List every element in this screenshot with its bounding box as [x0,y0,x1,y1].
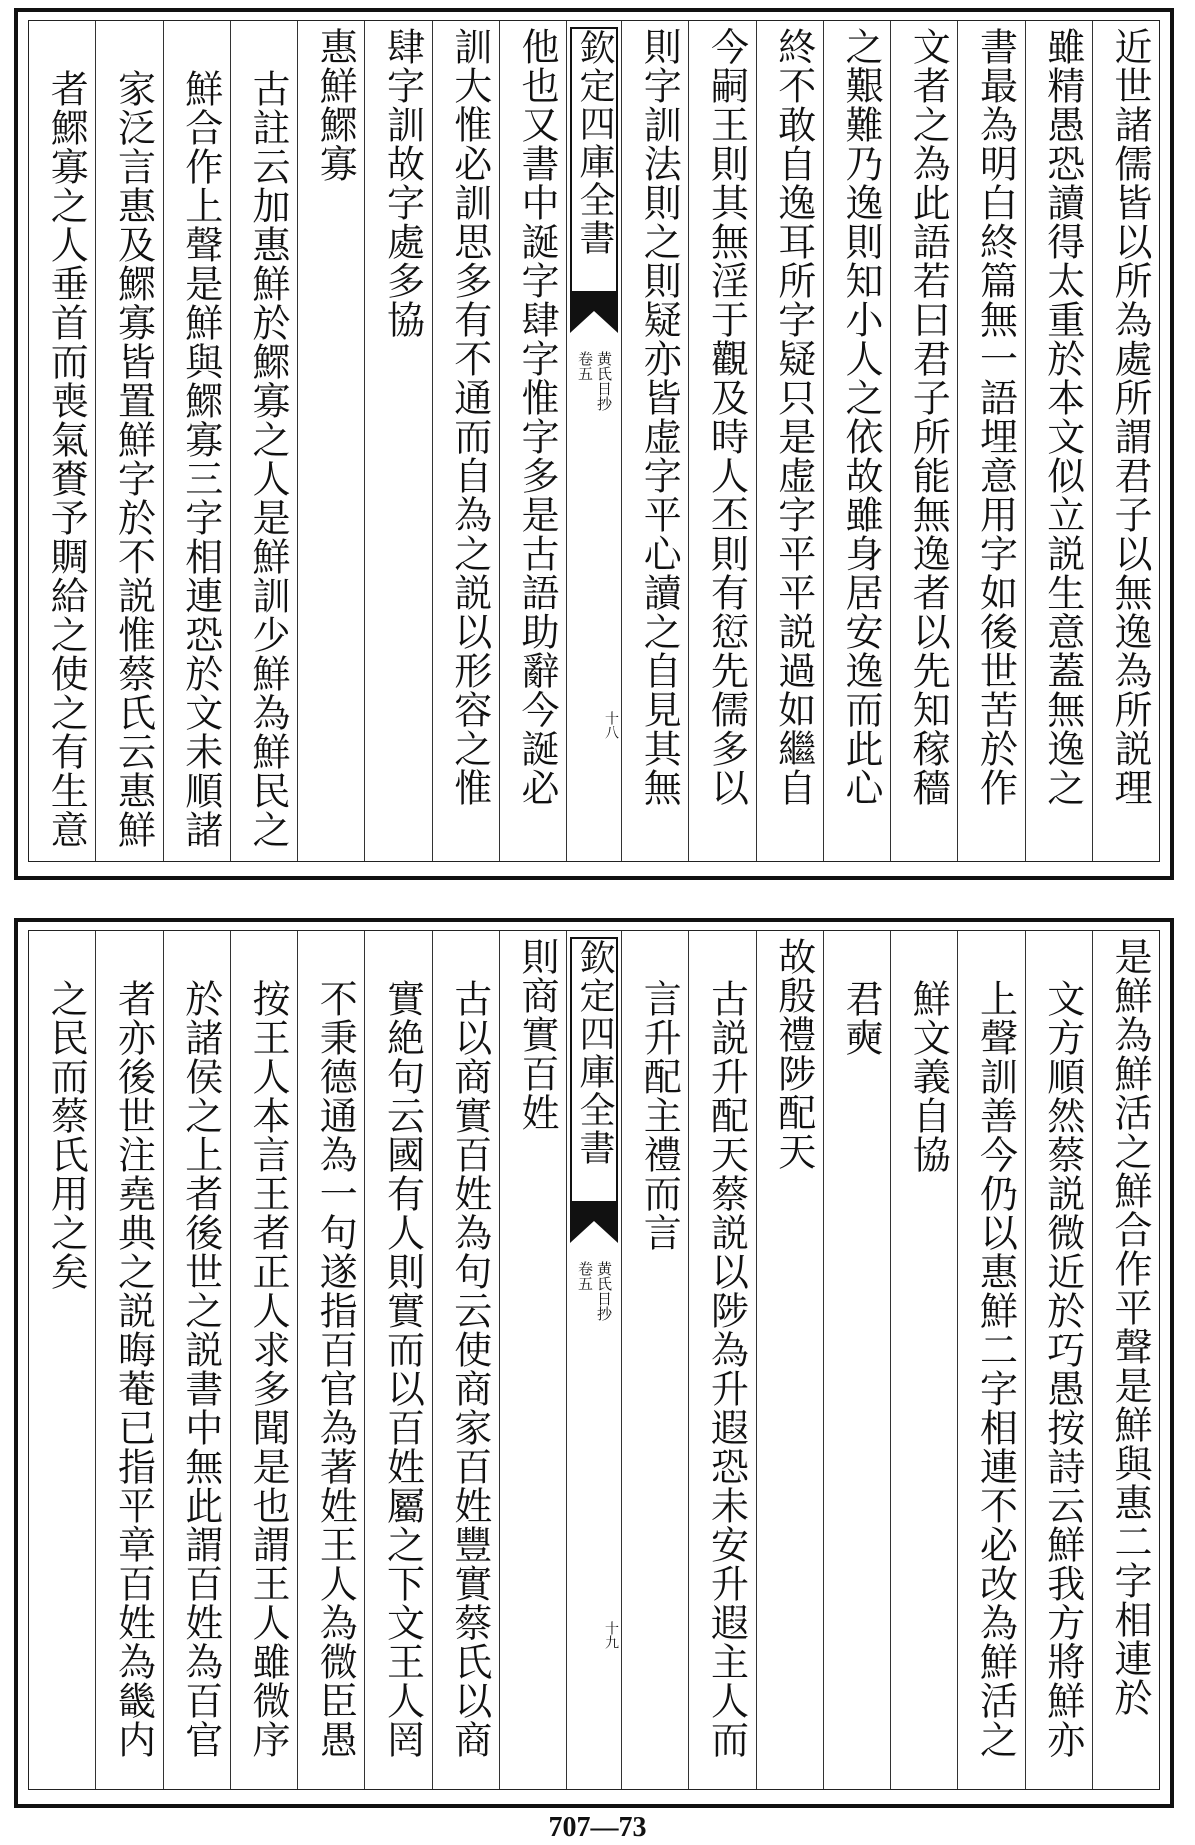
section-heading: 則商實百姓 [515,937,559,1132]
section-heading: 故殷禮陟配天 [771,937,816,1171]
top-page-frame [28,20,1160,862]
fish-tail-ornament-icon [570,293,618,333]
column-text: 文方順然蔡説微近於巧愚按詩云鮮我方將鮮亦 [1040,979,1085,1759]
column-text: 家泛言惠及鰥寡皆置鮮字於不説惟蔡氏云惠鮮 [111,69,156,849]
book-info [571,351,617,411]
text-column [499,931,566,1789]
library-title: 欽定四庫全書 [570,27,618,293]
section-heading: 君奭 [839,979,883,1057]
book-title: 黄氏日抄 [595,1261,613,1321]
text-column [29,21,95,861]
bottom-page-frame [28,930,1160,1790]
text-column [95,931,162,1789]
column-text: 按王人本言王者正人求多聞是也謂王人雖微序 [246,979,290,1759]
volume-label: 卷五 [576,351,594,381]
column-text: 不秉德通為一句遂指百官為著姓王人為微臣愚 [313,979,358,1759]
text-column [688,931,755,1789]
column-text: 於諸侯之上者後世之説書中無此謂百姓為百官 [178,979,223,1759]
folio-number: 十八 [603,711,619,739]
column-text: 文者之為此語若曰君子所能無逸者以先知稼穡 [906,27,951,807]
text-column [1025,21,1092,861]
text-column [823,931,890,1789]
column-text: 古説升配天蔡説以陟為升遐恐未安升遐主人而 [704,979,749,1759]
volume-label: 卷五 [576,1261,594,1291]
column-text: 近世諸儒皆以所為處所謂君子以無逸為所説理 [1108,27,1152,807]
text-column [230,21,297,861]
text-column [756,21,823,861]
column-text: 上聲訓善今仍以惠鮮二字相連不必改為鮮活之 [973,979,1018,1759]
text-column [163,931,230,1789]
page-number: 707—73 [548,1812,647,1843]
text-column [756,931,823,1789]
column-text: 肆字訓故字處多協 [380,27,425,339]
column-text: 鮮文義自協 [906,979,951,1174]
bottom-page [14,918,1174,1808]
text-column [432,21,499,861]
top-page [14,8,1174,880]
book-info [571,1261,617,1321]
text-column [890,21,957,861]
column-text: 雖精愚恐讀得太重於本文似立説生意蓋無逸之 [1040,27,1085,807]
text-column [163,21,230,861]
text-column [1092,21,1159,861]
text-column [1025,931,1092,1789]
column-text: 古註云加惠鮮於鰥寡之人是鮮訓少鮮為鮮民之 [246,69,290,849]
text-column [297,931,364,1789]
text-column [432,931,499,1789]
text-column [890,931,957,1789]
center-fold [566,931,621,1789]
column-text: 則字訓法則之則疑亦皆虚字平心讀之自見其無 [637,27,682,807]
fish-tail-ornament-icon [570,1203,618,1243]
text-column [364,931,431,1789]
text-column [29,931,95,1789]
column-text: 言升配主禮而言 [637,979,682,1252]
column-text: 實絶句云國有人則實而以百姓屬之下文王人罔 [380,979,425,1759]
folio-number: 十九 [603,1621,619,1649]
column-text: 書最為明白終篇無一語埋意用字如後世苦於作 [973,27,1018,807]
column-text: 之民而蔡氏用之矣 [44,979,89,1291]
column-text: 古以商實百姓為句云使商家百姓豐實蔡氏以商 [447,979,492,1759]
bottom-page-columns [29,931,1159,1789]
library-title: 欽定四庫全書 [570,937,618,1203]
section-heading: 惠鮮鰥寡 [313,27,358,183]
column-text: 今嗣王則其無淫于觀及時人丕則有愆先儒多以 [704,27,749,807]
column-text: 是鮮為鮮活之鮮合作平聲是鮮與惠二字相連於 [1108,937,1152,1717]
book-title: 黄氏日抄 [595,351,613,411]
text-column [957,931,1024,1789]
column-text: 訓大惟必訓思多有不通而自為之説以形容之惟 [447,27,492,807]
center-fold [566,21,621,861]
column-text: 者亦後世注堯典之説晦菴已指平章百姓為畿内 [111,979,156,1759]
column-text: 者鰥寡之人垂首而喪氣賚予賙給之使之有生意 [44,69,89,849]
text-column [823,21,890,861]
text-column [1092,931,1159,1789]
text-column [621,931,688,1789]
column-text: 鮮合作上聲是鮮與鰥寡三字相連恐於文未順諸 [178,69,223,849]
text-column [499,21,566,861]
top-page-columns [29,21,1159,861]
text-column [364,21,431,861]
text-column [95,21,162,861]
column-text: 他也又書中誕字肆字惟字多是古語助辭今誕必 [515,27,559,807]
text-column [230,931,297,1789]
column-text: 終不敢自逸耳所字疑只是虚字平平説過如繼自 [771,27,816,807]
column-text: 之艱難乃逸則知小人之依故雖身居安逸而此心 [839,27,883,807]
text-column [621,21,688,861]
text-column [688,21,755,861]
text-column [297,21,364,861]
text-column [957,21,1024,861]
